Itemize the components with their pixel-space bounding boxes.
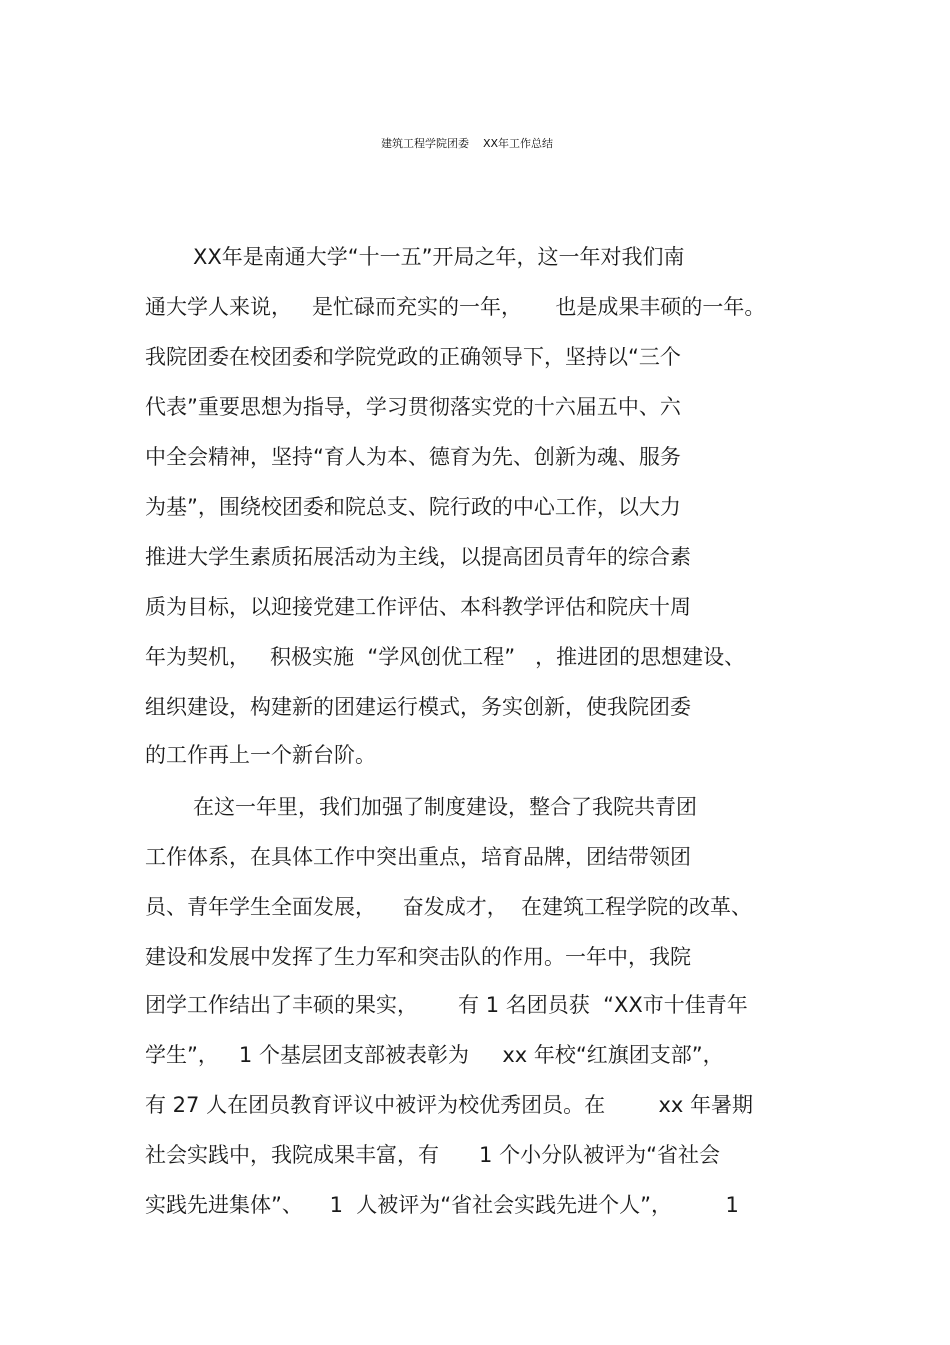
- paragraph-2-line-1: 在这一年里，我们加强了制度建设，整合了我院共青团: [193, 795, 697, 819]
- paragraph-2-line-8: 社会实践中，我院成果丰富，有 1 个小分队被评为“省社会: [145, 1143, 720, 1167]
- paragraph-1-line-1: XX年是南通大学“十一五”开局之年，这一年对我们南: [193, 245, 685, 269]
- paragraph-2-line-5: 团学工作结出了丰硕的果实， 有 1 名团员获 “XX市十佳青年: [145, 993, 748, 1017]
- paragraph-2-line-6: 学生”， 1 个基层团支部被表彰为 xx 年校“红旗团支部”，: [145, 1043, 724, 1067]
- document-title: 建筑工程学院团委 XX年工作总结: [380, 137, 554, 150]
- paragraph-1-line-4: 代表”重要思想为指导，学习贯彻落实党的十六届五中、六: [145, 395, 681, 419]
- paragraph-1-line-7: 推进大学生素质拓展活动为主线，以提高团员青年的综合素: [145, 545, 691, 569]
- paragraph-1-line-5: 中全会精神，坚持“育人为本、德育为先、创新为魂、服务: [145, 445, 681, 469]
- paragraph-1-line-3: 我院团委在校团委和学院党政的正确领导下，坚持以“三个: [145, 345, 681, 369]
- paragraph-1-line-8: 质为目标，以迎接党建工作评估、本科教学评估和院庆十周: [145, 595, 691, 619]
- paragraph-1-line-6: 为基”，围绕校团委和院总支、院行政的中心工作，以大力: [145, 495, 681, 519]
- paragraph-1-line-2: 通大学人来说， 是忙碌而充实的一年， 也是成果丰硕的一年。: [145, 295, 766, 319]
- paragraph-2-line-7: 有 27 人在团员教育评议中被评为校优秀团员。在 xx 年暑期: [145, 1093, 754, 1117]
- paragraph-2-line-2: 工作体系，在具体工作中突出重点，培育品牌，团结带领团: [145, 845, 691, 869]
- paragraph-1-line-10: 组织建设，构建新的团建运行模式，务实创新，使我院团委: [145, 695, 691, 719]
- paragraph-1-line-9: 年为契机， 积极实施 “学风创优工程” ，推进团的思想建设、: [145, 645, 746, 669]
- paragraph-2-line-4: 建设和发展中发挥了生力军和突击队的作用。一年中，我院: [145, 945, 691, 969]
- paragraph-1-line-11: 的工作再上一个新台阶。: [145, 743, 376, 767]
- paragraph-2-line-9: 实践先进集体”、 1 人被评为“省社会实践先进个人”， 1: [145, 1193, 739, 1217]
- paragraph-2-line-3: 员、青年学生全面发展， 奋发成才， 在建筑工程学院的改革、: [145, 895, 753, 919]
